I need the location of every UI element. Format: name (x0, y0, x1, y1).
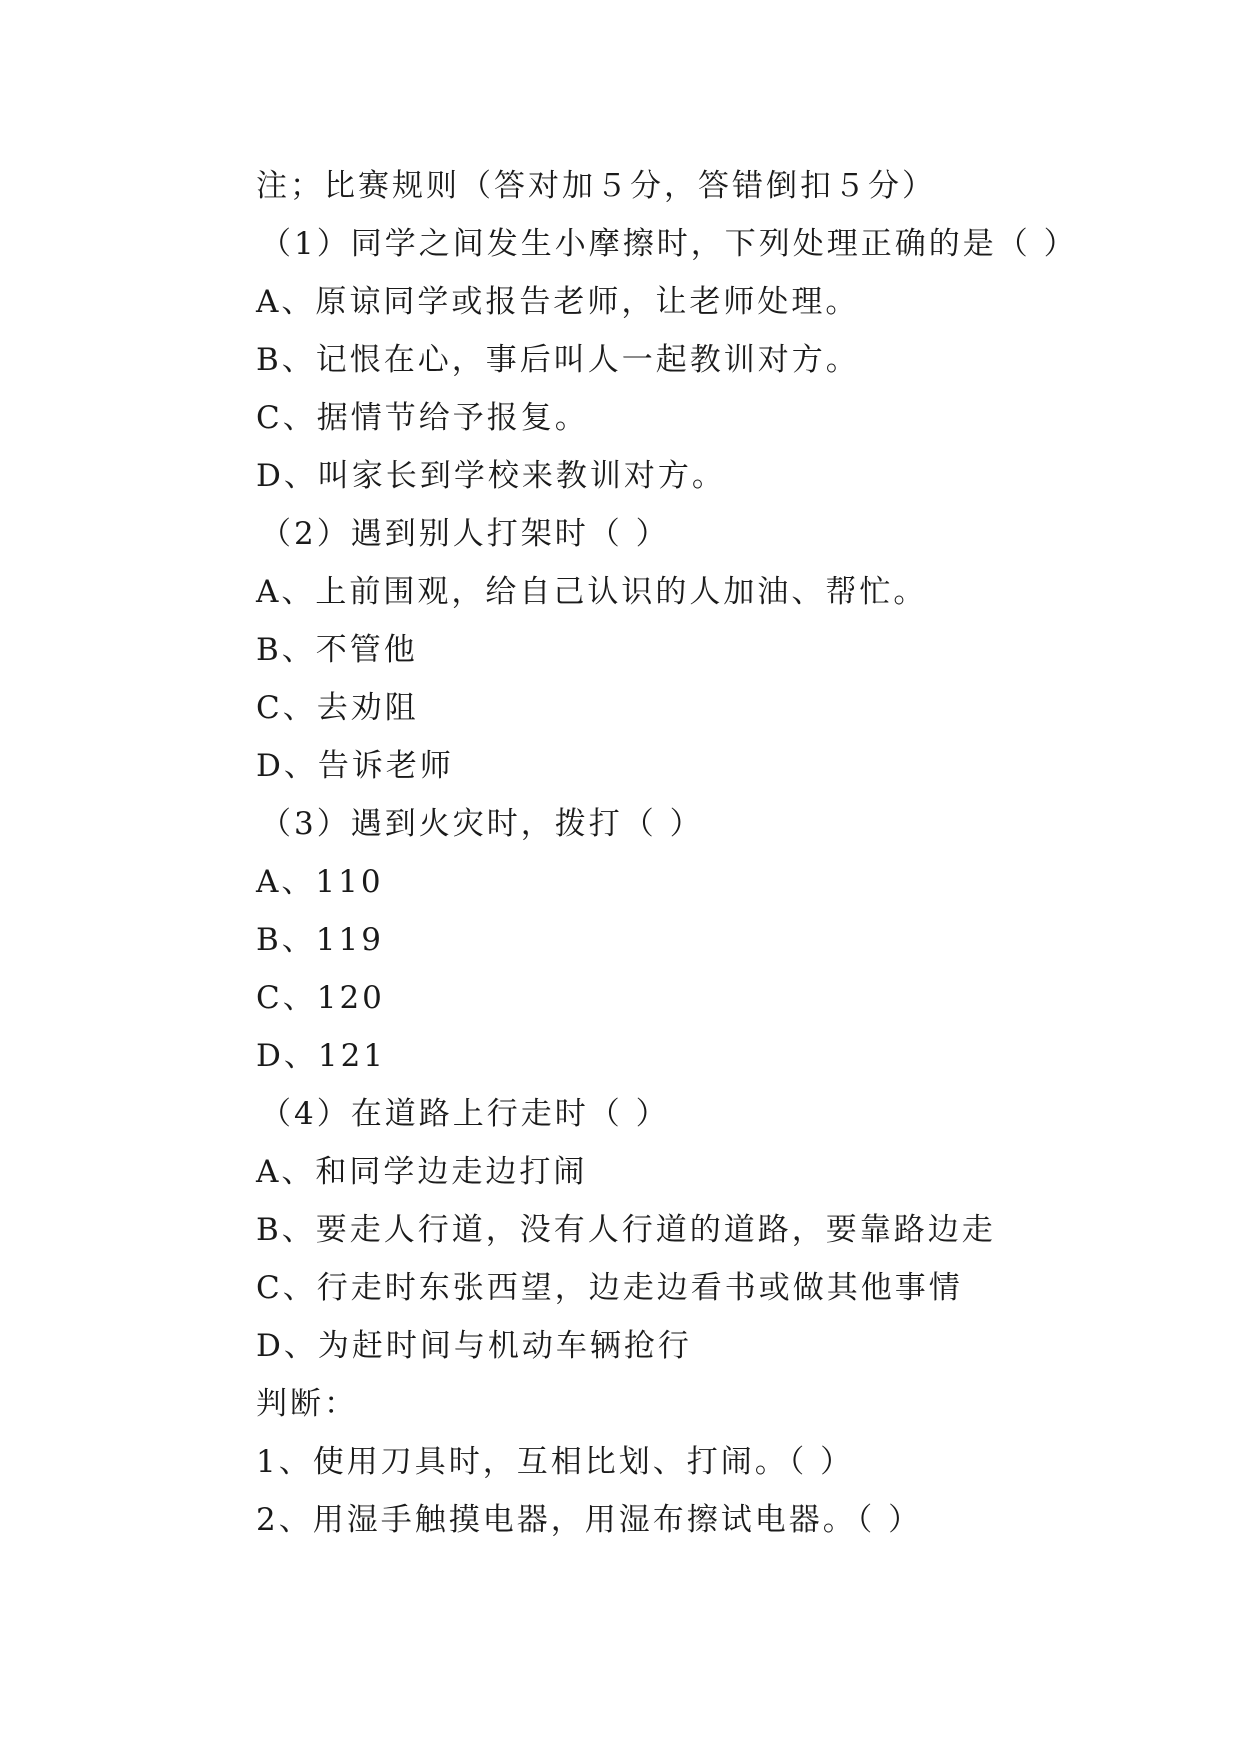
question-2-option-c: C、去劝阻 (256, 690, 419, 726)
question-4-option-d: D、为赶时间与机动车辆抢行 (256, 1328, 692, 1364)
question-1-option-b: B、记恨在心，事后叫人一起教训对方。 (256, 342, 860, 378)
question-2-option-b: B、不管他 (256, 632, 418, 668)
question-3-option-a: A、110 (256, 864, 384, 900)
judgment-item-1: 1、使用刀具时，互相比划、打闹。（ ） (256, 1444, 855, 1480)
question-1-option-c: C、据情节给予报复。 (256, 400, 589, 436)
question-1-option-a: A、原谅同学或报告老师，让老师处理。 (256, 284, 860, 320)
judgment-heading: 判断： (256, 1386, 358, 1422)
question-3-stem: （3）遇到火灾时，拨打（ ） (260, 806, 704, 842)
question-4-option-a: A、和同学边走边打闹 (256, 1154, 588, 1190)
question-1-option-d: D、叫家长到学校来教训对方。 (256, 458, 726, 494)
question-4-option-c: C、行走时东张西望，边走边看书或做其他事情 (256, 1270, 963, 1306)
question-1-stem: （1）同学之间发生小摩擦时，下列处理正确的是（ ） (260, 226, 1078, 262)
question-4-stem: （4）在道路上行走时（ ） (260, 1096, 670, 1132)
question-3-option-b: B、119 (256, 922, 384, 958)
question-2-stem: （2）遇到别人打架时（ ） (260, 516, 670, 552)
question-3-option-d: D、121 (256, 1038, 387, 1074)
question-3-option-c: C、120 (256, 980, 385, 1016)
rules-note: 注；比赛规则（答对加５分，答错倒扣５分） (256, 168, 936, 204)
question-2-option-a: A、上前围观，给自己认识的人加油、帮忙。 (256, 574, 928, 610)
question-2-option-d: D、告诉老师 (256, 748, 454, 784)
judgment-item-2: 2、用湿手触摸电器，用湿布擦试电器。（ ） (256, 1502, 923, 1538)
question-4-option-b: B、要走人行道，没有人行道的道路，要靠路边走 (256, 1212, 996, 1248)
